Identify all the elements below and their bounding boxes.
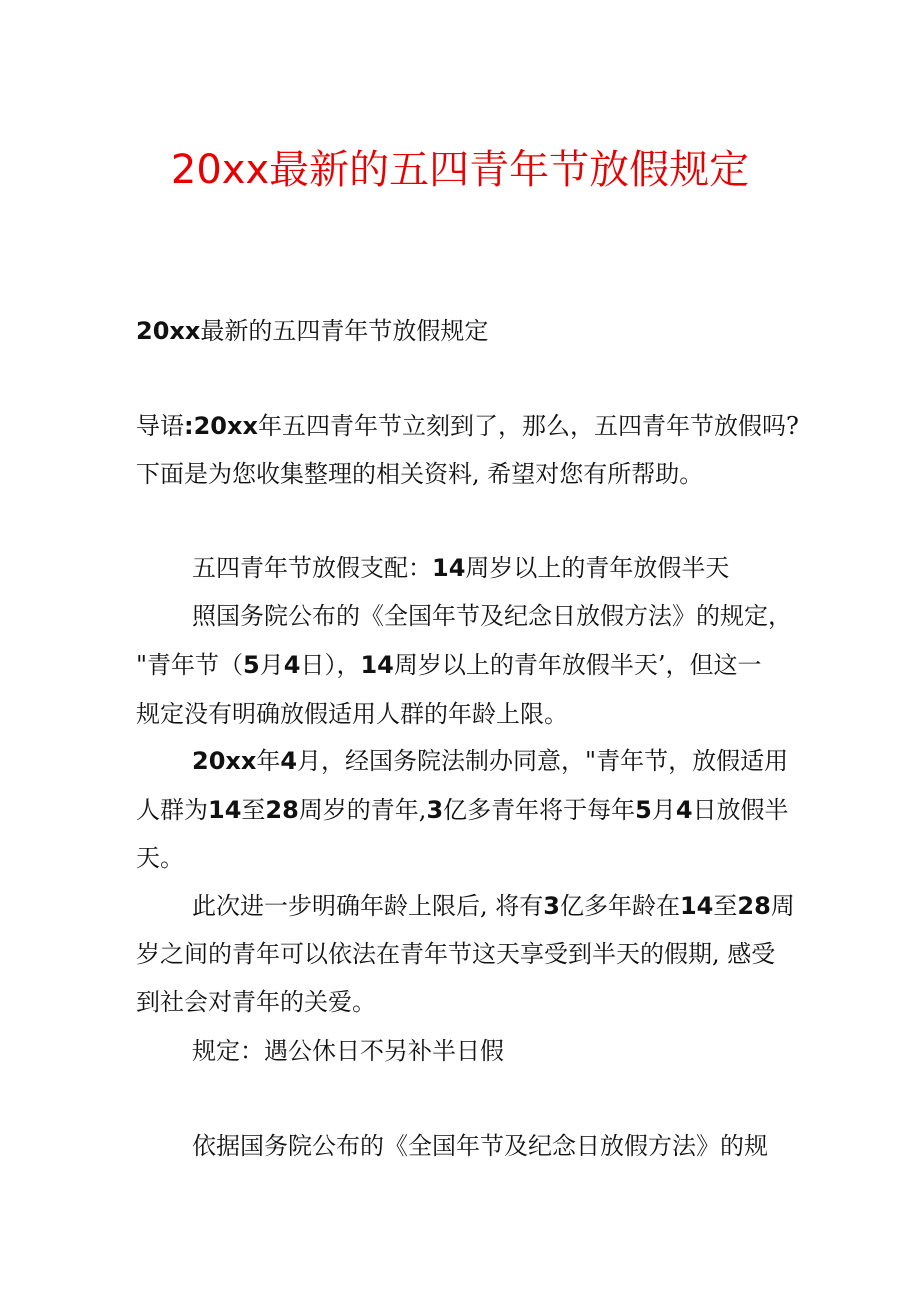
intro-label: 导语 [136, 412, 184, 440]
text-span: 人群为 [136, 796, 208, 824]
para3-line-3: 到社会对青年的关爱。 [136, 988, 376, 1016]
number-span: 4 [283, 651, 301, 679]
para1-line-3: 规定没有明确放假适用人群的年龄上限。 [136, 700, 568, 728]
number-span: 20xx [192, 747, 257, 775]
number-span: 14 [208, 796, 242, 824]
text-span: 周岁以上的青年放假半天’，但这一 [393, 651, 762, 679]
text-span: 至 [241, 796, 266, 824]
text-span: 至 [713, 892, 738, 920]
text-span: 日放假半 [692, 796, 789, 824]
number-span: 14 [360, 651, 394, 679]
text-span: 月，经国务院法制办同意，"青年节，放假适用 [297, 747, 789, 775]
para2-line-2 [136, 795, 789, 825]
para2-line-3: 天。 [136, 844, 184, 872]
subtitle-year: 20xx [136, 317, 201, 345]
para2-line-1 [192, 746, 788, 776]
text-span: 亿多青年将于每年 [443, 796, 636, 824]
section1-heading [192, 553, 729, 583]
subtitle-text: 最新的五四青年节放假规定 [200, 317, 489, 345]
document-title: 20xx最新的五四青年节放假规定 [170, 147, 750, 193]
intro-year: 20xx [193, 412, 258, 440]
section1-heading-b: 周岁以上的青年放假半天 [465, 554, 730, 582]
para4-line-1: 依据国务院公布的《全国年节及纪念日放假方法》的规 [192, 1132, 768, 1160]
text-span: 日）， [300, 651, 361, 679]
para1-line-1: 照国务院公布的《全国年节及纪念日放假方法》的规定， [192, 602, 792, 630]
number-span: 5 [635, 796, 652, 824]
number-span: 28 [737, 892, 771, 920]
para3-line-1 [192, 891, 795, 921]
text-span: 亿多年龄在 [559, 892, 680, 920]
text-span: 月 [651, 796, 676, 824]
text-span: 此次进一步明确年龄上限后, 将有 [192, 892, 544, 920]
text-span: 周 [770, 892, 795, 920]
number-span: 5 [243, 651, 260, 679]
para3-line-2: 岁之间的青年可以依法在青年节这天享受到半天的假期, 感受 [136, 940, 776, 968]
number-span: 4 [675, 796, 693, 824]
number-span: 3 [426, 796, 444, 824]
section1-heading-a: 五四青年节放假支配： [192, 554, 432, 582]
number-span: 3 [543, 892, 560, 920]
intro-text-1: 年五四青年节立刻到了，那么，五四青年节放假吗? [257, 412, 799, 440]
para1-line-2 [136, 650, 762, 680]
text-span: "青年节（ [136, 651, 244, 679]
text-span: 年 [256, 747, 281, 775]
section2-heading: 规定：遇公休日不另补半日假 [192, 1037, 504, 1065]
text-span: 月 [259, 651, 284, 679]
number-span: 28 [265, 796, 299, 824]
intro-line-2: 下面是为您收集整理的相关资料, 希望对您有所帮助。 [136, 460, 704, 488]
intro-colon: : [184, 412, 194, 440]
number-span: 4 [280, 747, 298, 775]
document-subtitle [136, 316, 488, 346]
section1-heading-num: 14 [432, 554, 466, 582]
number-span: 14 [679, 892, 714, 920]
intro-line-1 [136, 411, 799, 441]
text-span: 周岁的青年, [298, 796, 427, 824]
